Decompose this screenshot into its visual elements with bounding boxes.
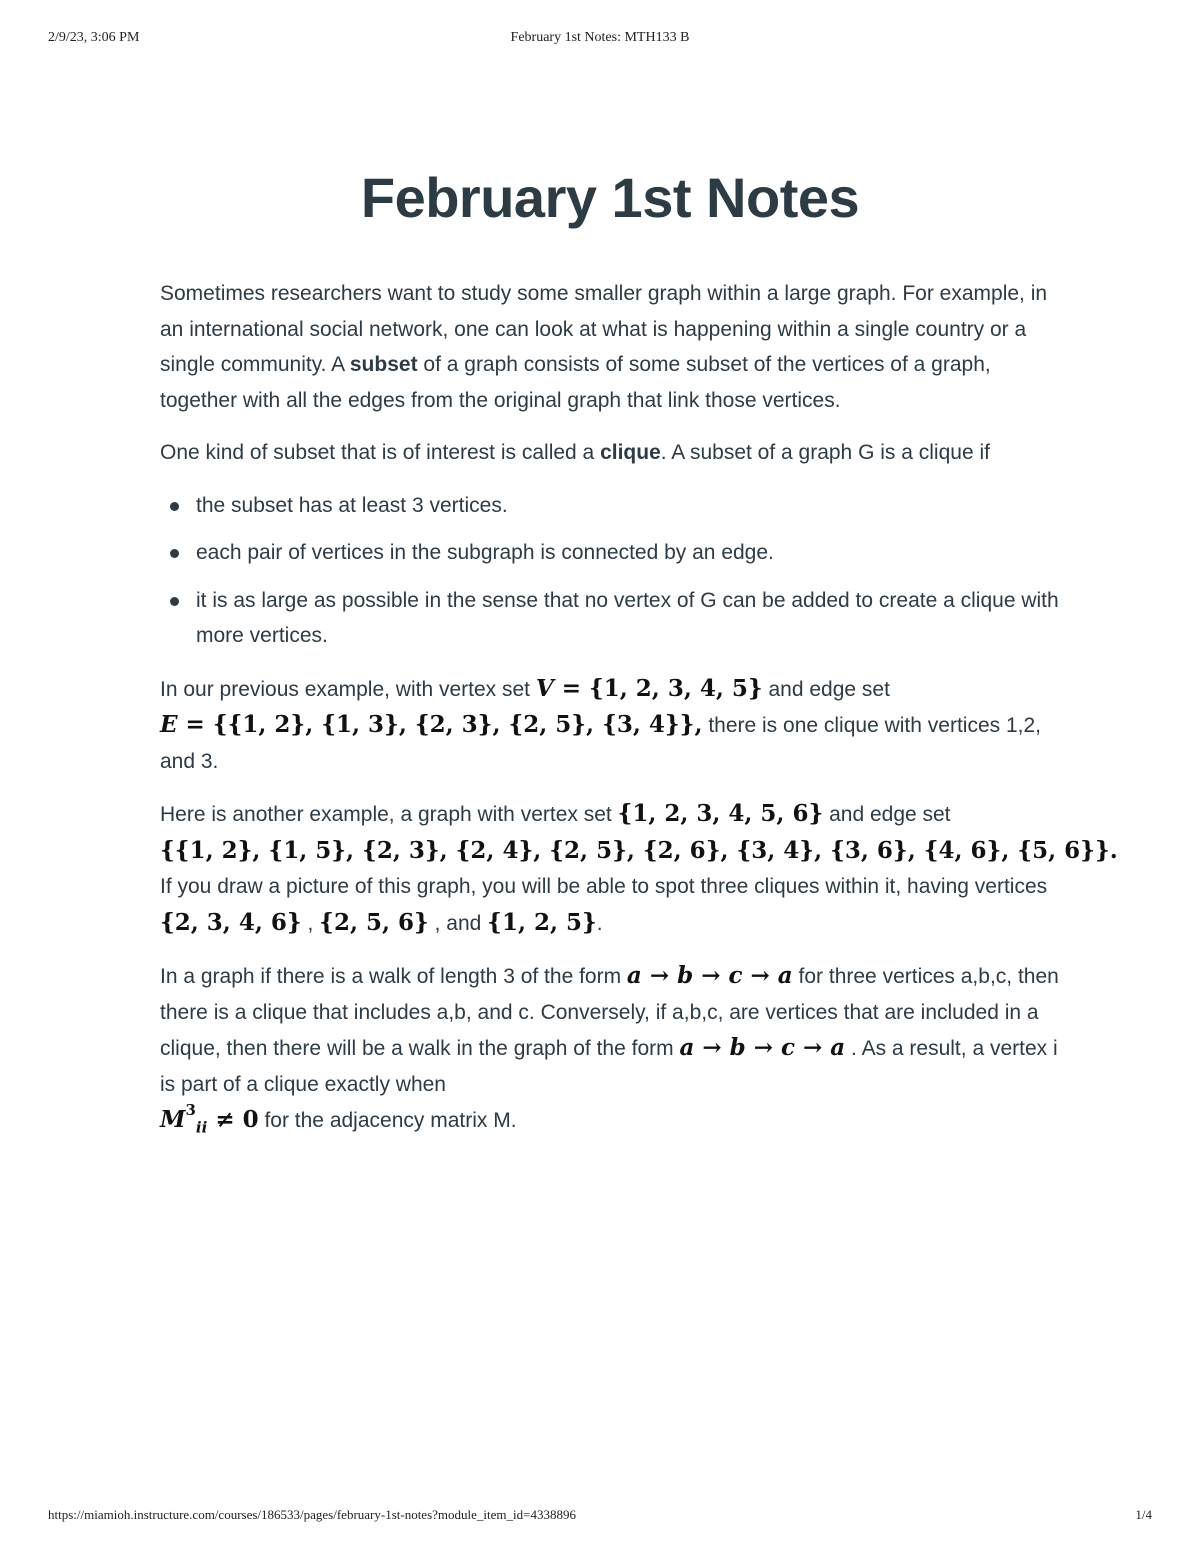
math-clique-3: {1, 2, 5}: [487, 908, 597, 936]
math-var: M: [160, 1106, 186, 1133]
math-walk: a → b → c → a: [626, 962, 793, 989]
list-item: [196, 535, 1060, 571]
paragraph-subset-intro: [160, 276, 1060, 418]
text: Sometimes researchers want to study some smaller graph within a large graph. For example, in an international social network, one can look at what is happening within a single country or a single community. A: [160, 282, 1048, 376]
text: for three vertices a,b,c, then there is a clique that includes a,b, and c. Conversely, if a,b,c, are vertices that are included in a clique, then there will be a walk in the graph of the form: [160, 965, 1059, 1060]
print-timestamp: 2/9/23, 3:06 PM: [48, 30, 140, 45]
math-vertex-set: {1, 2, 3, 4, 5, 6}: [617, 800, 824, 827]
text: for the adjacency matrix M.: [258, 1109, 517, 1132]
text: .: [596, 911, 603, 935]
list-item-text: the subset has at least 3 vertices.: [196, 493, 508, 517]
page-number: 1/4: [1135, 1507, 1152, 1522]
text: , and: [428, 911, 488, 935]
paragraph-another-example: [160, 796, 1118, 941]
paragraph-clique-intro: [160, 435, 1060, 471]
list-item: [196, 488, 1060, 524]
list-item-text: each pair of vertices in the subgraph is connected by an edge.: [196, 541, 774, 564]
math-rest: ≠ 0: [207, 1106, 259, 1133]
print-title: February 1st Notes: MTH133 B: [510, 30, 690, 45]
math-matrix-condition: [160, 1101, 259, 1137]
text: and edge set: [762, 677, 890, 701]
math-clique-2: {2, 5, 6}: [319, 908, 429, 936]
text: . As a result, a vertex i is part of a clique exactly when: [160, 1037, 1058, 1096]
term-clique: clique: [600, 441, 661, 464]
list-item: [196, 583, 1060, 654]
text: of a graph consists of some subset of the vertices of a graph, together with all the edges from the original graph that link those vertices.: [160, 353, 991, 412]
page-content: [160, 160, 1118, 1156]
term-subset: subset: [349, 353, 418, 376]
math-set: = {{1, 2}, {1, 3}, {2, 3}, {2, 5}, {3, 4}},: [177, 711, 703, 738]
math-clique-1: {2, 3, 4, 6}: [160, 908, 302, 936]
text: In our previous example, with vertex set: [160, 677, 536, 701]
page-title: February 1st Notes: [360, 166, 860, 229]
paragraph-previous-example: [160, 671, 1060, 780]
math-subscript: ii: [195, 1118, 208, 1137]
clique-conditions-list: [160, 488, 1060, 654]
bullet-icon: [170, 549, 179, 558]
paragraph-walk: [160, 958, 1060, 1139]
math-set: = {1, 2, 3, 4, 5}: [553, 674, 763, 702]
bullet-icon: [170, 502, 179, 511]
list-item-text: it is as large as possible in the sense that no vertex of G can be added to create a clique with more vertices.: [196, 588, 1059, 647]
print-url: https://miamioh.instructure.com/courses/186533/pages/february-1st-notes?module_item_id=4338896: [48, 1507, 576, 1522]
text: In a graph if there is a walk of length 3 of the form: [160, 965, 627, 988]
text: ,: [301, 911, 320, 935]
text: Here is another example, a graph with vertex set: [160, 803, 618, 826]
text: One kind of subset that is of interest is called a: [160, 441, 601, 464]
text: If you draw a picture of this graph, you will be able to spot three cliques within it, having vertices: [160, 875, 1048, 898]
math-walk: a → b → c → a: [679, 1034, 846, 1061]
math-superscript: 3: [185, 1101, 196, 1120]
math-edge-set: {{1, 2}, {1, 5}, {2, 3}, {2, 4}, {2, 5}, {2, 6}, {3, 4}, {3, 6}, {4, 6}, {5, 6}}.: [160, 836, 1118, 864]
math-var: V: [535, 674, 554, 702]
math-edge-set: [160, 711, 702, 738]
text: there is one clique with vertices 1,2, and 3.: [160, 714, 1041, 773]
bullet-icon: [170, 597, 179, 606]
text: and edge set: [823, 803, 951, 826]
text: . A subset of a graph G is a clique if: [660, 441, 990, 464]
math-vertex-set: [536, 675, 763, 702]
math-var: E: [160, 711, 178, 738]
